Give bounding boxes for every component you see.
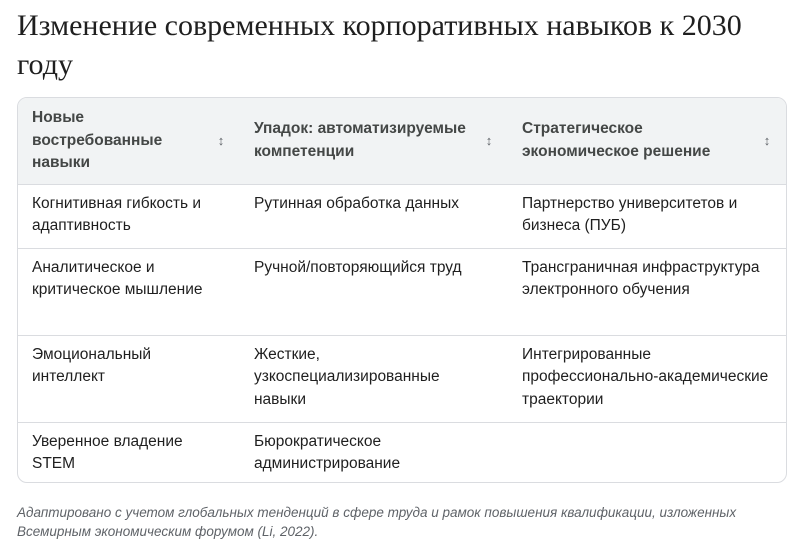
table-row	[18, 422, 786, 483]
column-header-label: Упадок: автоматизируемые компетенции	[254, 120, 466, 160]
table-cell: Интегрированные профессионально-академические траектории	[508, 335, 786, 422]
table-row	[18, 184, 786, 248]
table-cell: Уверенное владение STEM	[18, 422, 240, 483]
table-cell: Бюрократическое администрирование	[240, 422, 508, 483]
table-cell: Жесткие, узкоспециализированные навыки	[240, 335, 508, 422]
table-cell: Эмоциональный интеллект	[18, 335, 240, 422]
table-cell: Аналитическое и критическое мышление	[18, 248, 240, 335]
sort-icon[interactable]: ↕	[217, 133, 225, 149]
column-header-label: Новые востребованные навыки	[32, 109, 163, 171]
sort-icon[interactable]: ↕	[763, 133, 771, 149]
table-row	[18, 248, 786, 335]
table-cell: Рутинная обработка данных	[240, 184, 508, 248]
page-title: Изменение современных корпоративных навыков к 2030 году	[17, 9, 742, 81]
table-header-row	[18, 98, 786, 184]
table-cell	[508, 422, 786, 483]
column-header-label: Стратегическое экономическое решение	[522, 120, 711, 160]
table-cell: Ручной/повторяющийся труд	[240, 248, 508, 335]
table-cell: Партнерство университетов и бизнеса (ПУБ)	[508, 184, 786, 248]
table-caption: Адаптировано с учетом глобальных тенденций в сфере труда и рамок повышения квалификации, изложенных Всемирным экономическим форумом (Li, 2022).	[17, 505, 737, 539]
table-cell: Когнитивная гибкость и адаптивность	[18, 184, 240, 248]
table-row	[18, 335, 786, 422]
skills-table	[18, 98, 786, 483]
table-body	[18, 184, 786, 483]
column-header-declining[interactable]	[240, 98, 508, 184]
sort-icon[interactable]: ↕	[485, 133, 493, 149]
column-header-strategy[interactable]	[508, 98, 786, 184]
skills-table-container	[17, 97, 787, 483]
column-header-new-skills[interactable]	[18, 98, 240, 184]
table-header	[18, 98, 786, 184]
table-cell: Трансграничная инфраструктура электронного обучения	[508, 248, 786, 335]
